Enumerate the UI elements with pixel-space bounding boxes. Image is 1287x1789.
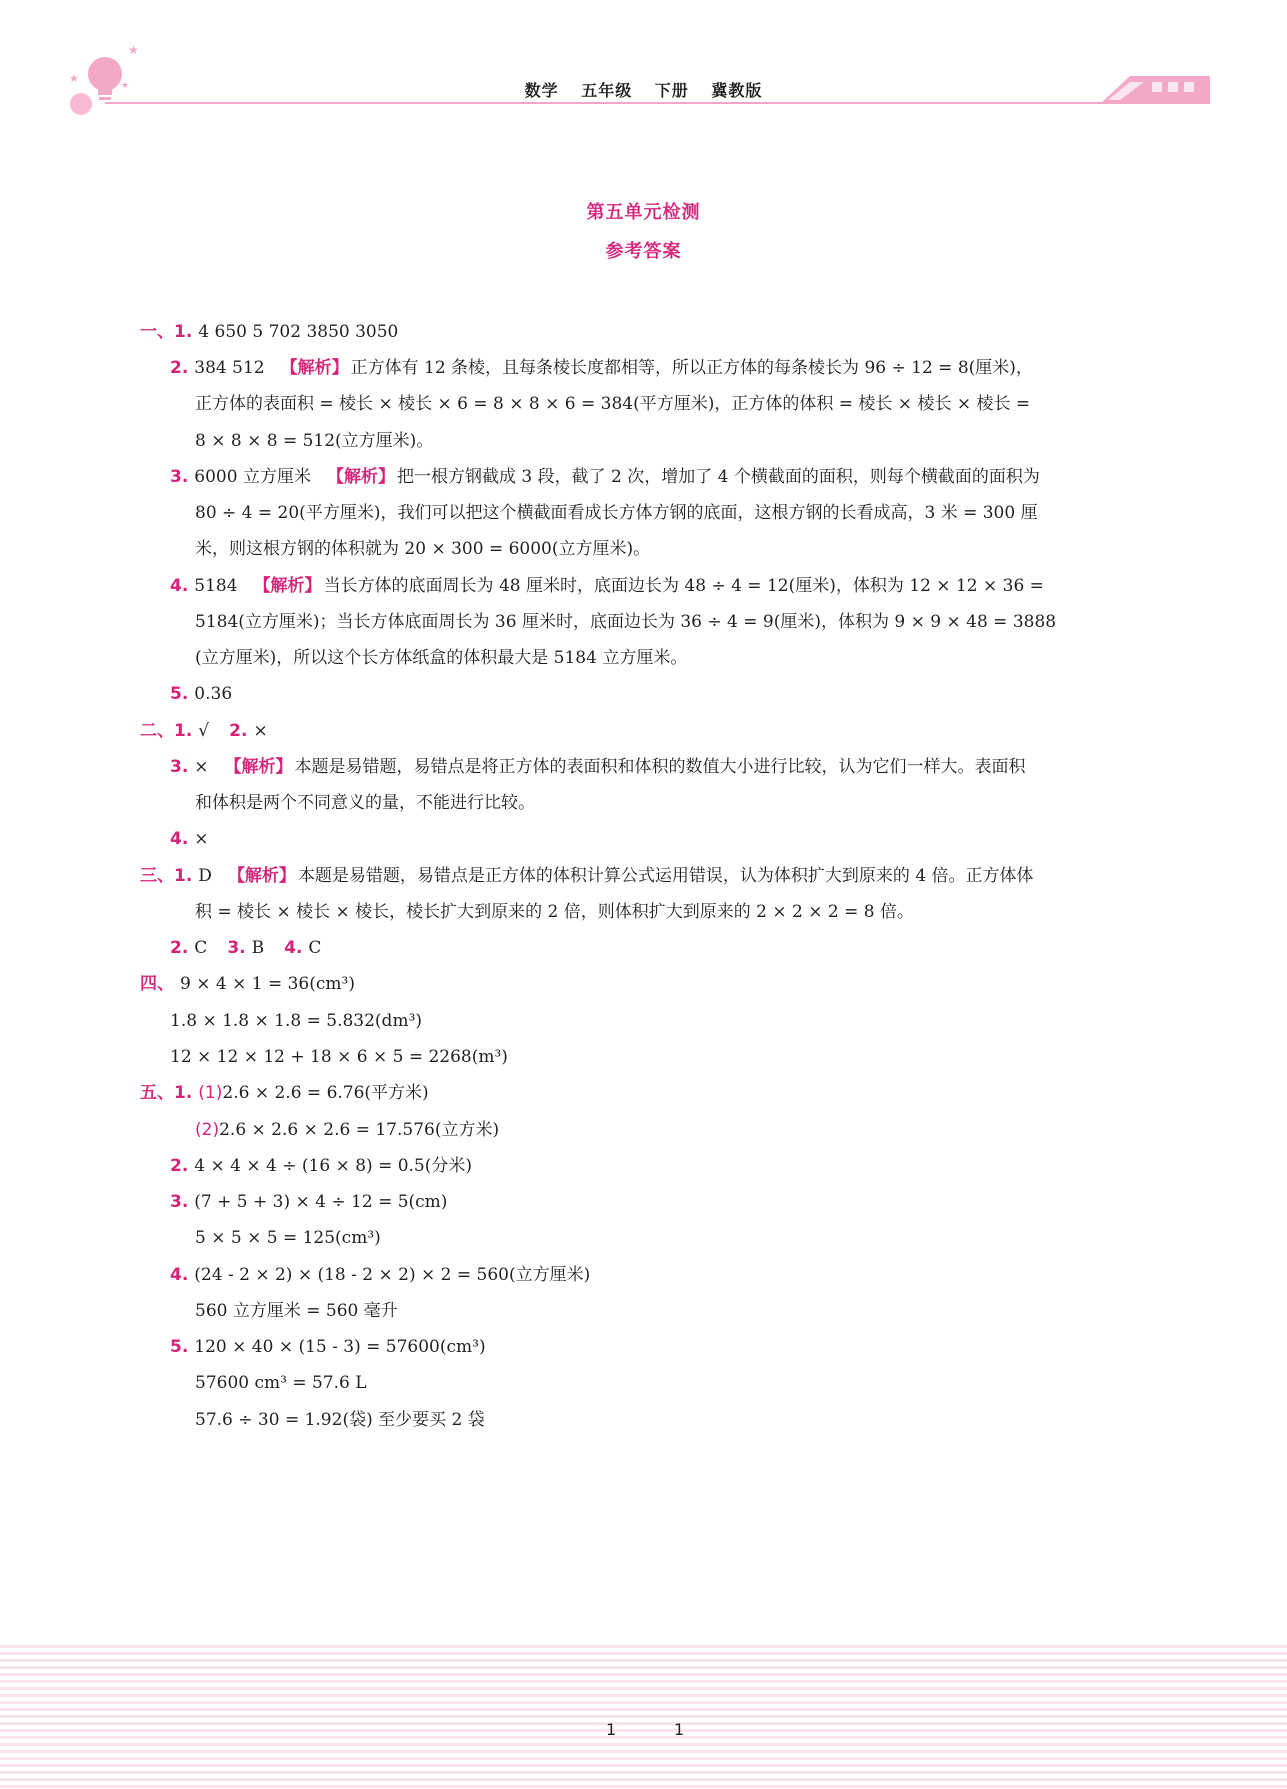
item-number: 3. bbox=[170, 757, 189, 777]
answer-line bbox=[195, 431, 433, 451]
answer-line bbox=[195, 902, 914, 922]
answer-line bbox=[170, 757, 1026, 777]
answer-text: (24 - 2 × 2) × (18 - 2 × 2) × 2 = 560(立方厘米) bbox=[194, 1265, 591, 1285]
answer-line bbox=[140, 866, 1034, 886]
answer-text: (立方厘米)，所以这个长方体纸盒的体积最大是 5184 立方厘米。 bbox=[195, 648, 688, 668]
answer-text: 57.6 ÷ 30 = 1.92(袋) 至少要买 2 袋 bbox=[195, 1410, 485, 1430]
answer-text: 1.8 × 1.8 × 1.8 = 5.832(dm³) bbox=[170, 1011, 423, 1031]
answer-text: 米，则这根方钢的体积就为 20 × 300 = 6000(立方厘米)。 bbox=[195, 539, 651, 559]
answer-text: 0.36 bbox=[194, 684, 233, 704]
svg-text:★: ★ bbox=[121, 81, 130, 91]
analysis-label: 【解析】 bbox=[224, 757, 293, 777]
answer-text: 5 × 5 × 5 = 125(cm³) bbox=[195, 1228, 381, 1248]
answer-text: 9 × 4 × 1 = 36(cm³) bbox=[180, 974, 355, 994]
item-number: 4. bbox=[170, 576, 189, 596]
item-number: 三、1. bbox=[140, 866, 193, 886]
answer-text: × bbox=[194, 829, 209, 849]
answer-text: 80 ÷ 4 = 20(平方厘米)，我们可以把这个横截面看成长方体方钢的底面，这根方钢的长看成高，3 米 = 300 厘 bbox=[195, 503, 1038, 523]
section-title: 第五单元检测 bbox=[586, 202, 701, 223]
answer-text: 5184 bbox=[194, 576, 238, 596]
answer-line bbox=[140, 1083, 429, 1103]
answer-line bbox=[140, 721, 268, 741]
explanation-text: 2.6 × 2.6 = 6.76(平方米) bbox=[222, 1083, 429, 1103]
train-decoration-icon bbox=[1100, 70, 1212, 106]
item-number: 2. bbox=[170, 358, 189, 378]
answer-text: 正方体的表面积 = 棱长 × 棱长 × 6 = 8 × 8 × 6 = 384(平方厘米)，正方体的体积 = 棱长 × 棱长 × 棱长 = bbox=[195, 394, 1031, 414]
answer-line bbox=[195, 612, 1056, 632]
answer-text: C bbox=[308, 938, 322, 958]
analysis-label: 【解析】 bbox=[253, 576, 322, 596]
header-title bbox=[0, 78, 1287, 101]
answer-text: 4 650 5 702 3850 3050 bbox=[198, 322, 399, 342]
item-number: 5. bbox=[170, 684, 189, 704]
answer-line bbox=[195, 539, 650, 559]
svg-text:★: ★ bbox=[128, 43, 139, 57]
answer-text: × bbox=[253, 721, 268, 741]
item-number: 4. bbox=[170, 1265, 189, 1285]
header-volume: 下册 bbox=[654, 81, 689, 100]
analysis-label: 【解析】 bbox=[280, 358, 349, 378]
answer-line bbox=[140, 974, 355, 994]
answer-line bbox=[195, 1301, 398, 1321]
answer-line bbox=[170, 576, 1044, 596]
explanation-text: 2.6 × 2.6 × 2.6 = 17.576(立方米) bbox=[219, 1120, 500, 1140]
answer-text: 8 × 8 × 8 = 512(立方厘米)。 bbox=[195, 431, 434, 451]
answer-line bbox=[195, 793, 535, 813]
explanation-text: 当长方体的底面周长为 48 厘米时，底面边长为 48 ÷ 4 = 12(厘米)，体积为 12 × 12 × 36 = bbox=[323, 576, 1044, 596]
header-edition: 冀教版 bbox=[711, 81, 763, 100]
explanation-text: 本题是易错题，易错点是将正方体的表面积和体积的数值大小进行比较，认为它们一样大。表面积 bbox=[294, 757, 1026, 777]
answer-line bbox=[170, 1047, 508, 1067]
answer-text: 560 立方厘米 = 560 毫升 bbox=[195, 1301, 398, 1321]
item-number: 2. bbox=[229, 721, 248, 741]
answer-text: 120 × 40 × (15 - 3) = 57600(cm³) bbox=[194, 1337, 486, 1357]
header-subject: 数学 bbox=[524, 81, 559, 100]
answer-text: B bbox=[251, 938, 265, 958]
answer-text: (7 + 5 + 3) × 4 ÷ 12 = 5(cm) bbox=[194, 1192, 448, 1212]
section-subtitle: 参考答案 bbox=[605, 241, 682, 262]
answer-text: C bbox=[194, 938, 208, 958]
answer-line bbox=[170, 467, 1040, 487]
answer-text: √ bbox=[198, 721, 210, 741]
answer-text: 积 = 棱长 × 棱长 × 棱长，棱长扩大到原来的 2 倍，则体积扩大到原来的 2 × 2 × 2 = 8 倍。 bbox=[195, 902, 915, 922]
answer-text: × bbox=[194, 757, 209, 777]
item-number: 3. bbox=[170, 467, 189, 487]
answer-line bbox=[195, 1373, 367, 1393]
answer-line bbox=[170, 1337, 486, 1357]
explanation-text: 把一根方钢截成 3 段，截了 2 次，增加了 4 个横截面的面积，则每个横截面的面积为 bbox=[396, 467, 1040, 487]
answer-line bbox=[195, 1410, 485, 1430]
answer-line bbox=[140, 322, 398, 342]
item-number: 四、 bbox=[140, 974, 174, 994]
answer-line bbox=[170, 1011, 422, 1031]
item-number: 3. bbox=[227, 938, 246, 958]
item-number: 4. bbox=[284, 938, 303, 958]
answer-line bbox=[170, 684, 232, 704]
item-number: 一、1. bbox=[140, 322, 193, 342]
answer-line bbox=[170, 829, 209, 849]
answer-text: 57600 cm³ = 57.6 L bbox=[195, 1373, 367, 1393]
header-divider bbox=[105, 102, 1105, 104]
answer-line bbox=[170, 1265, 590, 1285]
answer-line bbox=[195, 1228, 381, 1248]
answer-line bbox=[170, 1192, 447, 1212]
answer-text: 6000 立方厘米 bbox=[194, 467, 311, 487]
answer-text: 4 × 4 × 4 ÷ (16 × 8) = 0.5(分米) bbox=[194, 1156, 473, 1176]
answer-text: 和体积是两个不同意义的量，不能进行比较。 bbox=[195, 793, 535, 813]
item-number: 5. bbox=[170, 1337, 189, 1357]
page-number-right: 1 bbox=[674, 1720, 685, 1739]
item-number: 4. bbox=[170, 829, 189, 849]
answer-line bbox=[195, 394, 1030, 414]
answer-line bbox=[170, 938, 321, 958]
answer-text: 5184(立方厘米)；当长方体底面周长为 36 厘米时，底面边长为 36 ÷ 4 = 9(厘米)，体积为 9 × 9 × 48 = 3888 bbox=[195, 612, 1057, 632]
answer-line bbox=[195, 1120, 499, 1140]
answer-line bbox=[195, 648, 687, 668]
analysis-label: 【解析】 bbox=[326, 467, 395, 487]
analysis-label: 【解析】 bbox=[227, 866, 296, 886]
item-number: 2. bbox=[170, 1156, 189, 1176]
page-number-left: 1 bbox=[606, 1720, 617, 1739]
answer-line bbox=[195, 503, 1038, 523]
answer-line bbox=[170, 358, 1033, 378]
item-number: 3. bbox=[170, 1192, 189, 1212]
answer-text: 12 × 12 × 12 + 18 × 6 × 5 = 2268(m³) bbox=[170, 1047, 508, 1067]
explanation-text: 正方体有 12 条棱，且每条棱长度都相等，所以正方体的每条棱长为 96 ÷ 12 = 8(厘米)， bbox=[350, 358, 1033, 378]
item-number: 五、1. bbox=[140, 1083, 193, 1103]
svg-text:★: ★ bbox=[69, 72, 79, 85]
answer-text: (1) bbox=[198, 1083, 223, 1103]
item-number: 2. bbox=[170, 938, 189, 958]
answer-text: D bbox=[198, 866, 212, 886]
answer-line bbox=[170, 1156, 472, 1176]
explanation-text: 本题是易错题，易错点是正方体的体积计算公式运用错误，认为体积扩大到原来的 4 倍。正方体体 bbox=[297, 866, 1034, 886]
answer-text: 384 512 bbox=[194, 358, 265, 378]
footer-stripes bbox=[0, 1645, 1287, 1789]
answer-text: (2) bbox=[195, 1120, 220, 1140]
header-grade: 五年级 bbox=[581, 81, 633, 100]
item-number: 二、1. bbox=[140, 721, 193, 741]
